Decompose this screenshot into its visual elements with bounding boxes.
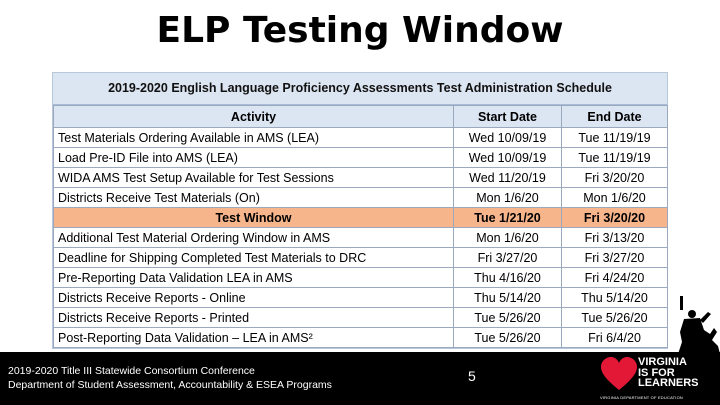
start-date-cell: Tue 5/26/20: [454, 308, 562, 328]
end-date-cell: Fri 4/24/20: [562, 268, 668, 288]
start-date-cell: Wed 10/09/19: [454, 148, 562, 168]
table-row: [54, 228, 668, 248]
start-date-cell: Tue 1/21/20: [454, 208, 562, 228]
page-number: 5: [468, 368, 476, 384]
table-row: [54, 168, 668, 188]
logo-wordmark: [638, 357, 699, 389]
slide-title: ELP Testing Window: [156, 10, 564, 51]
start-date-cell: Thu 4/16/20: [454, 268, 562, 288]
logo-subtitle: VIRGINIA DEPARTMENT OF EDUCATION: [600, 395, 684, 400]
end-date-cell: Thu 5/14/20: [562, 288, 668, 308]
heart-icon: [600, 357, 638, 391]
start-date-cell: Thu 5/14/20: [454, 288, 562, 308]
activity-cell: Test Window: [54, 208, 454, 228]
table-row: [54, 188, 668, 208]
schedule-table-panel: [52, 72, 668, 349]
activity-cell: Test Materials Ordering Available in AMS (LEA): [54, 128, 454, 148]
end-date-cell: Fri 3/20/20: [562, 168, 668, 188]
column-header-end-date: End Date: [562, 106, 668, 128]
virginia-is-for-learners-logo: [598, 353, 720, 405]
activity-cell: WIDA AMS Test Setup Available for Test Sessions: [54, 168, 454, 188]
column-header-activity: Activity: [54, 106, 454, 128]
table-header-row: [54, 106, 668, 128]
end-date-cell: Fri 3/13/20: [562, 228, 668, 248]
activity-cell: Districts Receive Test Materials (On): [54, 188, 454, 208]
logo-line-virginia: VIRGINIA: [638, 356, 687, 368]
table-row: [54, 268, 668, 288]
start-date-cell: Wed 10/09/19: [454, 128, 562, 148]
table-row: [54, 208, 668, 228]
start-date-cell: Wed 11/20/19: [454, 168, 562, 188]
start-date-cell: Mon 1/6/20: [454, 228, 562, 248]
schedule-header: 2019-2020 English Language Proficiency Assessments Test Administration Schedule: [53, 73, 667, 105]
table-row: [54, 128, 668, 148]
end-date-cell: Tue 11/19/19: [562, 148, 668, 168]
footer-bar: [0, 352, 720, 405]
end-date-cell: Mon 1/6/20: [562, 188, 668, 208]
table-row: [54, 148, 668, 168]
logo-line-learners: LEARNERS: [638, 377, 699, 389]
end-date-cell: Tue 11/19/19: [562, 128, 668, 148]
table-row: [54, 328, 668, 348]
footer-text: [8, 364, 332, 392]
activity-cell: Load Pre-ID File into AMS (LEA): [54, 148, 454, 168]
logo-line-is-for: IS FOR: [638, 366, 675, 379]
footer-line-department: Department of Student Assessment, Accountability & ESEA Programs: [8, 379, 332, 391]
end-date-cell: Fri 3/27/20: [562, 248, 668, 268]
activity-cell: Post-Reporting Data Validation – LEA in AMS²: [54, 328, 454, 348]
start-date-cell: Tue 5/26/20: [454, 328, 562, 348]
table-row: [54, 248, 668, 268]
table-row: [54, 288, 668, 308]
table-row: [54, 308, 668, 328]
start-date-cell: Fri 3/27/20: [454, 248, 562, 268]
end-date-cell: Tue 5/26/20: [562, 308, 668, 328]
footer-line-conference: 2019-2020 Title III Statewide Consortium Conference: [8, 365, 255, 377]
activity-cell: Districts Receive Reports - Printed: [54, 308, 454, 328]
column-header-start-date: Start Date: [454, 106, 562, 128]
activity-cell: Pre-Reporting Data Validation LEA in AMS: [54, 268, 454, 288]
activity-cell: Deadline for Shipping Completed Test Materials to DRC: [54, 248, 454, 268]
end-date-cell: Fri 3/20/20: [562, 208, 668, 228]
statue-silhouette: [670, 294, 720, 354]
end-date-cell: Fri 6/4/20: [562, 328, 668, 348]
activity-cell: Additional Test Material Ordering Window in AMS: [54, 228, 454, 248]
activity-cell: Districts Receive Reports - Online: [54, 288, 454, 308]
start-date-cell: Mon 1/6/20: [454, 188, 562, 208]
schedule-table: [53, 105, 668, 348]
